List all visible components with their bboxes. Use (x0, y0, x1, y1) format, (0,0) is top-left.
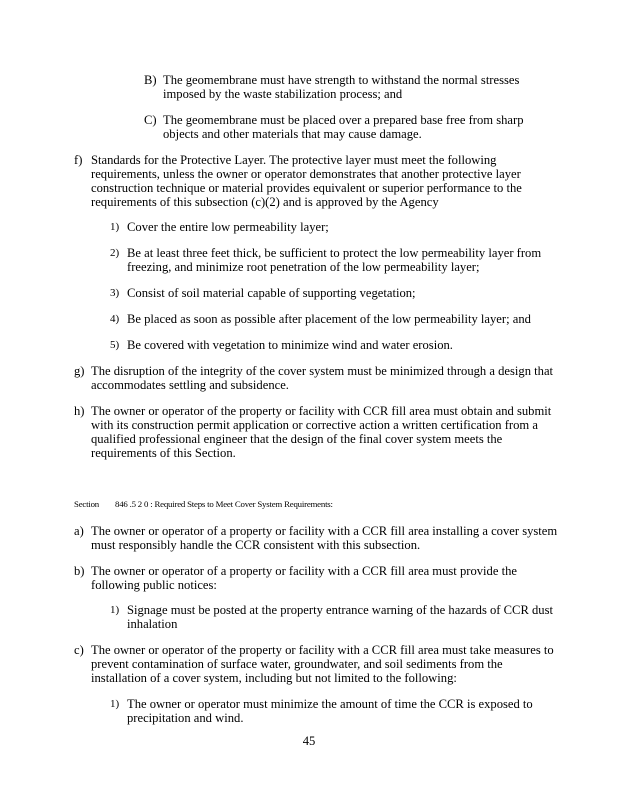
list-text (163, 113, 603, 141)
text-line: The owner or operator of a property or facility with a CCR fill area must provide the (91, 564, 517, 578)
text-line: The geomembrane must be placed over a prepared base free from sharp (163, 113, 524, 127)
text-line: Be at least three feet thick, be sufficient to protect the low permeability layer from (127, 246, 542, 260)
text-line: imposed by the waste stabilization process; and (163, 87, 403, 101)
section-heading (74, 499, 333, 510)
text-line: requirements of this Section. (91, 446, 236, 460)
text-line: requirements, unless the owner or operator demonstrates that another protective layer (91, 167, 521, 181)
sub-text (127, 603, 605, 631)
text-line: Be covered with vegetation to minimize wind and water erosion. (127, 338, 453, 352)
sub-label: 2) (110, 247, 120, 259)
text-line: The owner or operator must minimize the amount of time the CCR is exposed to (127, 697, 533, 711)
list-label: f) (74, 153, 83, 167)
section-title: : Required Steps to Meet Cover System Requirements: (150, 499, 333, 509)
text-line: Consist of soil material capable of supporting vegetation; (127, 286, 416, 300)
text-line: freezing, and minimize root penetration of the low permeability layer; (127, 260, 480, 274)
text-line: objects and other materials that may cause damage. (163, 127, 422, 141)
list-text (91, 643, 603, 685)
text-line: must responsibly handle the CCR consistent with this subsection. (91, 538, 421, 552)
text-line: Signage must be posted at the property entrance warning of the hazards of CCR dust (127, 603, 553, 617)
text-line: prevent contamination of surface water, groundwater, and soil sediments from the (91, 657, 503, 671)
sub-text (127, 312, 605, 326)
text-line: Cover the entire low permeability layer; (127, 220, 329, 234)
sub-label: 4) (110, 313, 120, 325)
section-number: 846 .5 2 0 (115, 499, 149, 509)
list-text (91, 364, 603, 392)
text-line: accommodates settling and subsidence. (91, 378, 289, 392)
list-label: C) (144, 113, 157, 127)
sub-label: 1) (110, 221, 120, 233)
sub-text (127, 286, 605, 300)
sub-label: 5) (110, 339, 120, 351)
text-line: Standards for the Protective Layer. The protective layer must meet the following (91, 153, 497, 167)
sub-text (127, 220, 605, 234)
sub-text (127, 697, 605, 725)
list-text (163, 73, 603, 101)
sub-label: 1) (110, 604, 120, 616)
list-text (91, 524, 603, 552)
list-label: h) (74, 404, 85, 418)
text-line: qualified professional engineer that the design of the final cover system meets the (91, 432, 503, 446)
text-line: installation of a cover system, including but not limited to the following: (91, 671, 457, 685)
text-line: Be placed as soon as possible after placement of the low permeability layer; and (127, 312, 531, 326)
text-line: The owner or operator of the property or facility with a CCR fill area must take measures to (91, 643, 554, 657)
section-prefix: Section (74, 499, 99, 509)
text-line: with its construction permit application or corrective action a written certification from a (91, 418, 538, 432)
sub-label: 3) (110, 287, 120, 299)
sub-text (127, 338, 605, 352)
text-line: construction technique or material provides equivalent or superior performance to the (91, 181, 522, 195)
page-number: 45 (302, 734, 316, 748)
text-line: The disruption of the integrity of the cover system must be minimized through a design that (91, 364, 554, 378)
list-text (91, 153, 603, 209)
sub-text (127, 246, 605, 274)
text-line: following public notices: (91, 578, 217, 592)
list-label: a) (74, 524, 84, 538)
list-label: B) (144, 73, 157, 87)
list-label: g) (74, 364, 85, 378)
list-text (91, 404, 603, 460)
text-line: requirements of this subsection (c)(2) and is approved by the Agency (91, 195, 439, 209)
text-line: precipitation and wind. (127, 711, 244, 725)
text-line: The geomembrane must have strength to withstand the normal stresses (163, 73, 520, 87)
sub-label: 1) (110, 698, 120, 710)
list-label: b) (74, 564, 85, 578)
text-line: inhalation (127, 617, 178, 631)
list-label: c) (74, 643, 84, 657)
list-text (91, 564, 603, 592)
text-line: The owner or operator of the property or facility with CCR fill area must obtain and submit (91, 404, 552, 418)
text-line: The owner or operator of a property or facility with a CCR fill area installing a cover system (91, 524, 558, 538)
